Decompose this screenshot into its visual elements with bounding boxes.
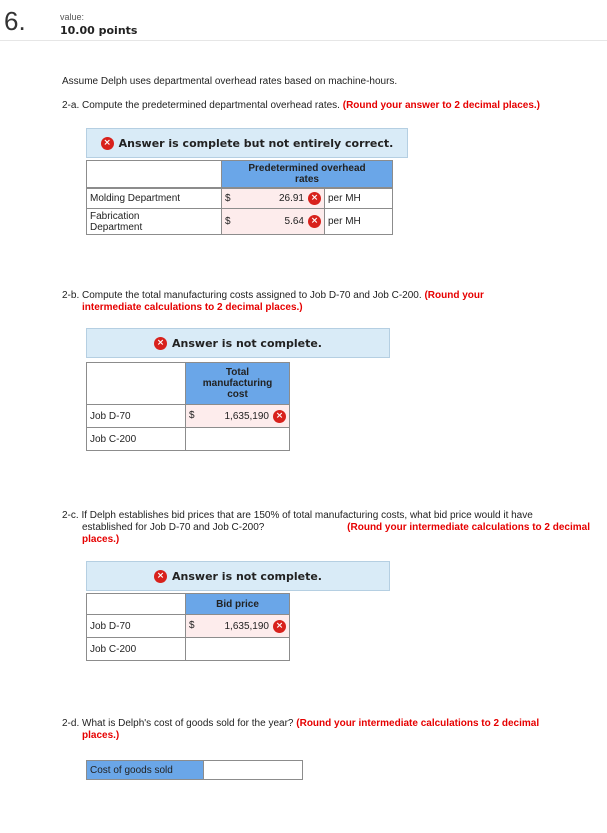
part-a-feedback-text: Answer is complete but not entirely correct. <box>118 136 394 150</box>
fabrication-label-line2: Department <box>90 221 143 233</box>
part-b-header-line3: cost <box>227 389 248 400</box>
molding-rate-unit: per MH <box>324 188 393 209</box>
fabrication-rate-unit: per MH <box>324 208 393 235</box>
incorrect-icon: × <box>273 620 286 633</box>
part-a-prompt <box>62 100 540 112</box>
part-a-feedback-banner <box>86 128 408 158</box>
value-label: value: <box>60 12 85 22</box>
part-a-header-line2: rates <box>295 174 319 185</box>
cogs-label: Cost of goods sold <box>86 760 204 780</box>
job-c200-bid-input[interactable] <box>185 637 290 661</box>
part-b-header-line1: Total <box>225 367 250 378</box>
part-b-header-blank <box>86 362 186 405</box>
part-d-question: 2-d. What is Delph's cost of goods sold for the year? <box>62 718 294 729</box>
part-c-line2 <box>62 522 590 534</box>
part-b-feedback-text: Answer is not complete. <box>172 336 322 350</box>
part-c-feedback-text: Answer is not complete. <box>172 569 322 583</box>
part-c-question-line1: 2-c. If Delph establishes bid prices that are 150% of total manufacturing costs, what bid price would it have <box>62 510 533 521</box>
part-d-instruction-line1: (Round your intermediate calculations to 2 decimal <box>296 718 540 729</box>
part-c-feedback-banner <box>86 561 390 591</box>
part-b-instruction-line1: (Round your <box>424 290 484 301</box>
fabrication-label-line1: Fabrication <box>90 210 140 222</box>
part-b-instruction-line2: intermediate calculations to 2 decimal places.) <box>82 302 303 313</box>
part-a-column-header <box>221 160 393 188</box>
header-divider <box>0 40 607 41</box>
fabrication-rate-value: 5.64 <box>284 216 304 227</box>
molding-rate-input[interactable] <box>221 188 325 209</box>
job-d70-cost-input[interactable] <box>185 404 290 428</box>
fabrication-rate-input[interactable] <box>221 208 325 235</box>
molding-rate-value: 26.91 <box>278 193 304 204</box>
job-d70-bid-input[interactable] <box>185 614 290 638</box>
part-c-instruction-line3: places.) <box>82 534 120 545</box>
cogs-input[interactable] <box>203 760 303 780</box>
part-c-prompt <box>62 510 590 546</box>
part-c-question-line2: established for Job D-70 and Job C-200? <box>82 522 265 533</box>
row-label-job-d70: Job D-70 <box>86 614 186 638</box>
currency-symbol: $ <box>225 193 231 204</box>
part-b-feedback-banner <box>86 328 390 358</box>
part-b-question: 2-b. Compute the total manufacturing costs assigned to Job D-70 and Job C-200. <box>62 290 422 301</box>
part-b-header-line2: manufacturing <box>202 378 273 389</box>
part-a-header-blank <box>86 160 222 188</box>
job-d70-bid-value: 1,635,190 <box>224 620 269 632</box>
question-number: 6. <box>4 6 26 36</box>
part-d-prompt <box>62 718 539 742</box>
row-label-molding: Molding Department <box>86 188 222 209</box>
currency-symbol: $ <box>189 410 195 421</box>
row-label-job-c200: Job C-200 <box>86 637 186 661</box>
currency-symbol: $ <box>189 620 195 631</box>
incorrect-icon: × <box>154 337 167 350</box>
points-value: 10.00 points <box>60 24 138 37</box>
incorrect-icon: × <box>101 137 114 150</box>
incorrect-icon: × <box>308 215 321 228</box>
incorrect-icon: × <box>154 570 167 583</box>
part-b-column-header <box>185 362 290 405</box>
incorrect-icon: × <box>273 410 286 423</box>
part-a-instruction: (Round your answer to 2 decimal places.) <box>342 100 541 111</box>
part-c-column-header: Bid price <box>185 593 290 615</box>
part-b-prompt <box>62 290 484 314</box>
incorrect-icon: × <box>308 192 321 205</box>
part-c-instruction-line2: (Round your intermediate calculations to 2 decimal <box>347 522 590 533</box>
part-a-header-line1: Predetermined overhead <box>248 163 366 174</box>
row-label-fabrication <box>86 208 222 235</box>
row-label-job-d70: Job D-70 <box>86 404 186 428</box>
intro-text: Assume Delph uses departmental overhead rates based on machine-hours. <box>62 76 398 87</box>
part-d-instruction-line2: places.) <box>82 730 120 741</box>
currency-symbol: $ <box>225 216 231 227</box>
row-label-job-c200: Job C-200 <box>86 427 186 451</box>
job-d70-cost-value: 1,635,190 <box>224 410 269 422</box>
part-c-header-blank <box>86 593 186 615</box>
job-c200-cost-input[interactable] <box>185 427 290 451</box>
part-a-question: 2-a. Compute the predetermined departmental overhead rates. <box>62 100 340 111</box>
